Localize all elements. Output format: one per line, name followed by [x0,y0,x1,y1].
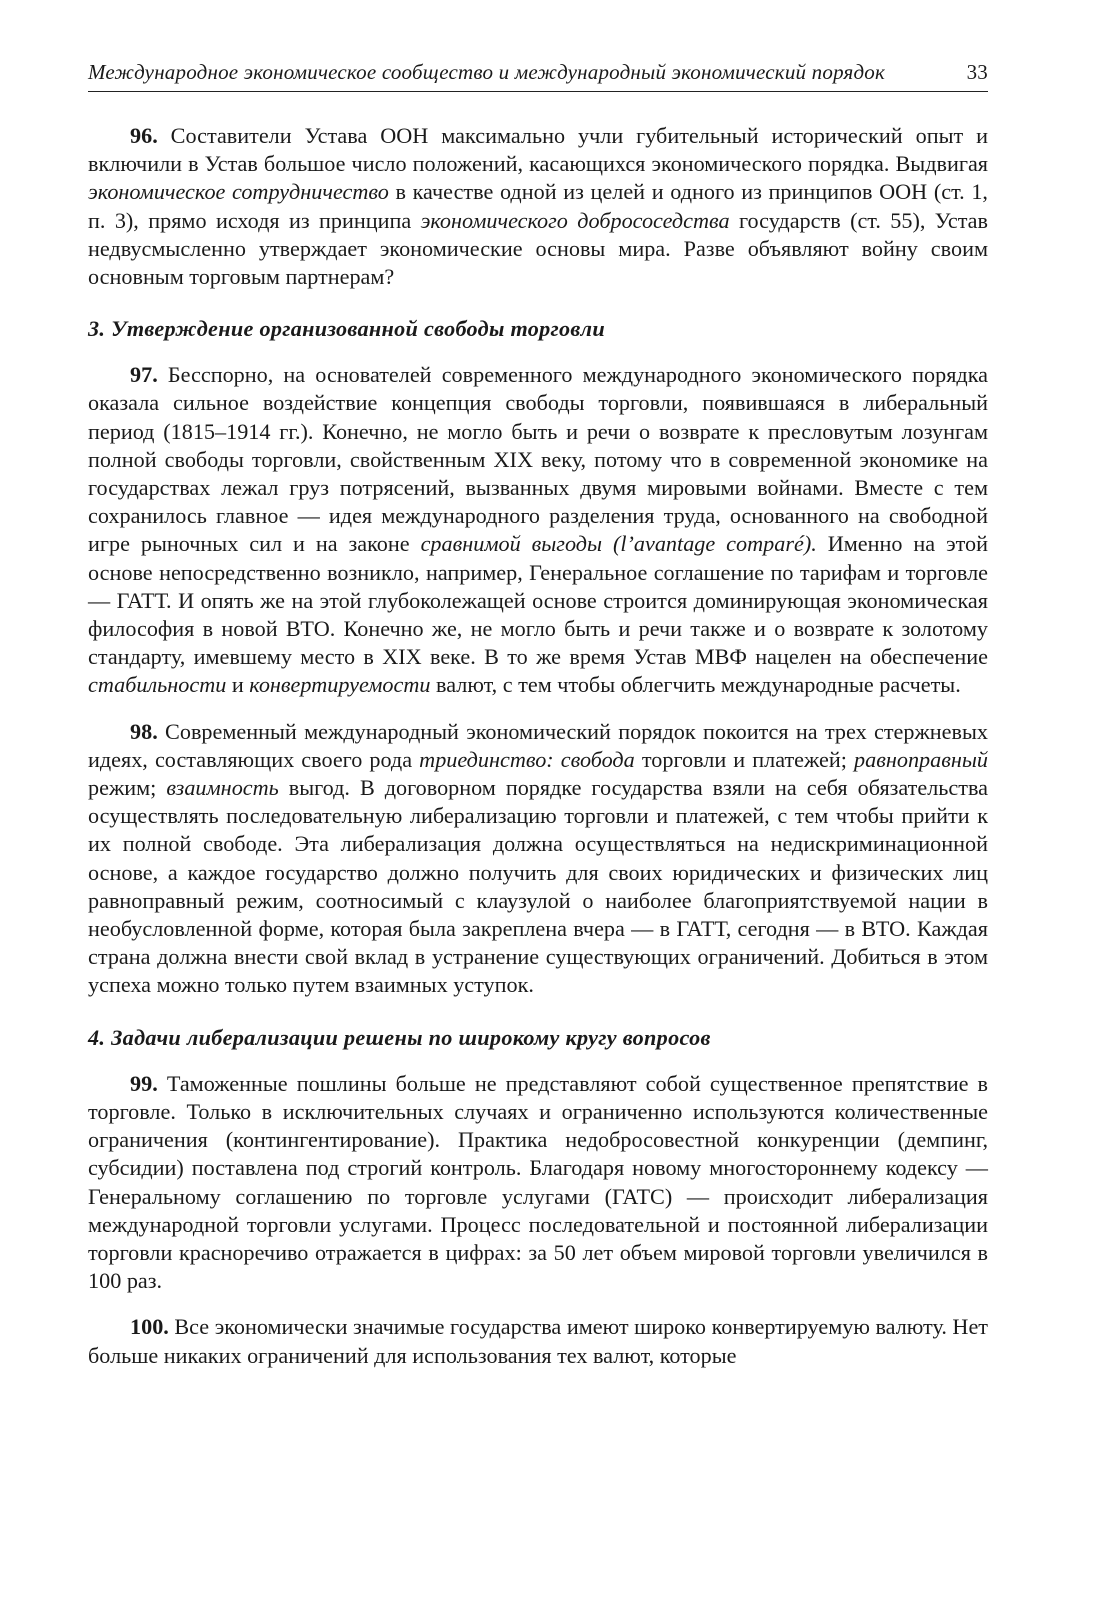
emphasis: экономического добрососедства [420,207,730,233]
section-heading-4: 4. Задачи либерализации решены по широкому кругу вопросов [88,1024,711,1050]
emphasis: триединство: свобода [419,746,635,772]
text-run: Современный международный экономический порядок покоится на трех стержневых идеях, составляющих своего рода [88,718,988,772]
text-run: Все экономически значимые государства имеют широко конвертируемую валюту. Нет больше никаких ограничений для использования тех валют, которые [88,1314,988,1368]
paragraph-number: 99. [130,1070,158,1096]
text-run: Именно на этой основе непосредственно возникло, например, Генеральное соглашение по тарифам и торговле — ГАТТ. И опять же на этой глубоколежащей основе строится доминирующая экономическая философия в новой ВТО. Конечно же, не могло быть и речи также и о возврате к золотому стандарту, имевшему место в XIX веке. В то же время Устав МВФ нацелен на обеспечение [88,531,989,670]
emphasis: взаимность [166,775,279,801]
page-number: 33 [966,60,988,84]
text-run: Бесспорно, на основателей современного международного экономического порядка оказала сильное воздействие концепция свободы торговли, появившаяся в либеральный период (1815–1914 гг.). Конечно, не могло быть и речи о возврате к пресловутым лозунгам полной свободы торговли, свойственным XIX веку, потому что в современной экономике на государствах лежал груз потрясений, вызванных двумя мировыми войнами. Вместе с тем сохранилось главное — идея международного разделения труда, основанного на свободной игре рыночных сил и на законе [88,362,988,557]
paragraph-97 [88,361,988,699]
running-header [88,60,988,92]
paragraph-number: 98. [130,718,158,744]
text-run: в качестве одной из целей и одного из принципов ООН (ст. 1, п. 3), прямо исходя из принципа [88,179,988,233]
text-run: государств (ст. 55), Устав недвусмысленно утверждает экономические основы мира. Разве объявляют войну своим основным торговым партнерам? [88,207,988,290]
book-page [88,60,988,1370]
running-title: Международное экономическое сообщество и международный экономический порядок [88,60,885,84]
emphasis: стабильности [88,672,227,698]
text-run: Составители Устава ООН максимально учли губительный исторический опыт и включили в Устав большое число положений, касающихся экономического порядка. Выдвигая [88,123,988,177]
paragraph-96 [88,122,988,291]
emphasis: равноправный [854,746,989,772]
paragraph-98 [88,718,988,1000]
emphasis: конвертируемости [249,672,431,698]
paragraph-number: 96. [130,123,158,148]
paragraph-100 [88,1313,988,1369]
emphasis: экономическое сотрудничество [88,179,389,205]
text-run: выгод. В договорном порядке государства взяли на себя обязательства осуществлять последовательную либерализацию торговли и платежей, с тем чтобы прийти к их полной свободе. Эта либерализация должна осуществляться на недискриминационной основе, а каждое государство должно получить для своих юридических и физических лиц равноправный режим, соотносимый с клаузулой о наиболее благоприятствуемой нации в необусловленной форме, которая была закреплена вчера — в ГАТТ, сегодня — в ВТО. Каждая страна должна внести свой вклад в устранение существующих ограничений. Добиться в этом успеха можно только путем взаимных уступок. [88,775,988,998]
paragraph-number: 100. [130,1314,169,1340]
text-run: и [226,672,250,698]
text-run: торговли и платежей; [634,746,855,772]
text-run: режим; [88,775,167,801]
paragraph-99 [88,1070,988,1296]
text-run: валют, с тем чтобы облегчить международные расчеты. [430,672,961,698]
text-run: Таможенные пошлины больше не представляют собой существенное препятствие в торговле. Только в исключительных случаях и ограниченно используются количественные ограничения (контингентирование). Практика недобросовестной конкуренции (демпинг, субсидии) поставлена под строгий контроль. Благодаря новому многостороннему кодексу — Генеральному соглашению по торговле услугами (ГАТС) — происходит либерализация международной торговли услугами. Процесс последовательной и постоянной либерализации торговли красноречиво отражается в цифрах: за 50 лет объем мировой торговли увеличился в 100 раз. [88,1070,988,1294]
section-heading-3: 3. Утверждение организованной свободы торговли [88,316,605,342]
paragraph-number: 97. [130,362,158,388]
emphasis: сравнимой выгоды (l’avantage comparé). [420,531,817,557]
